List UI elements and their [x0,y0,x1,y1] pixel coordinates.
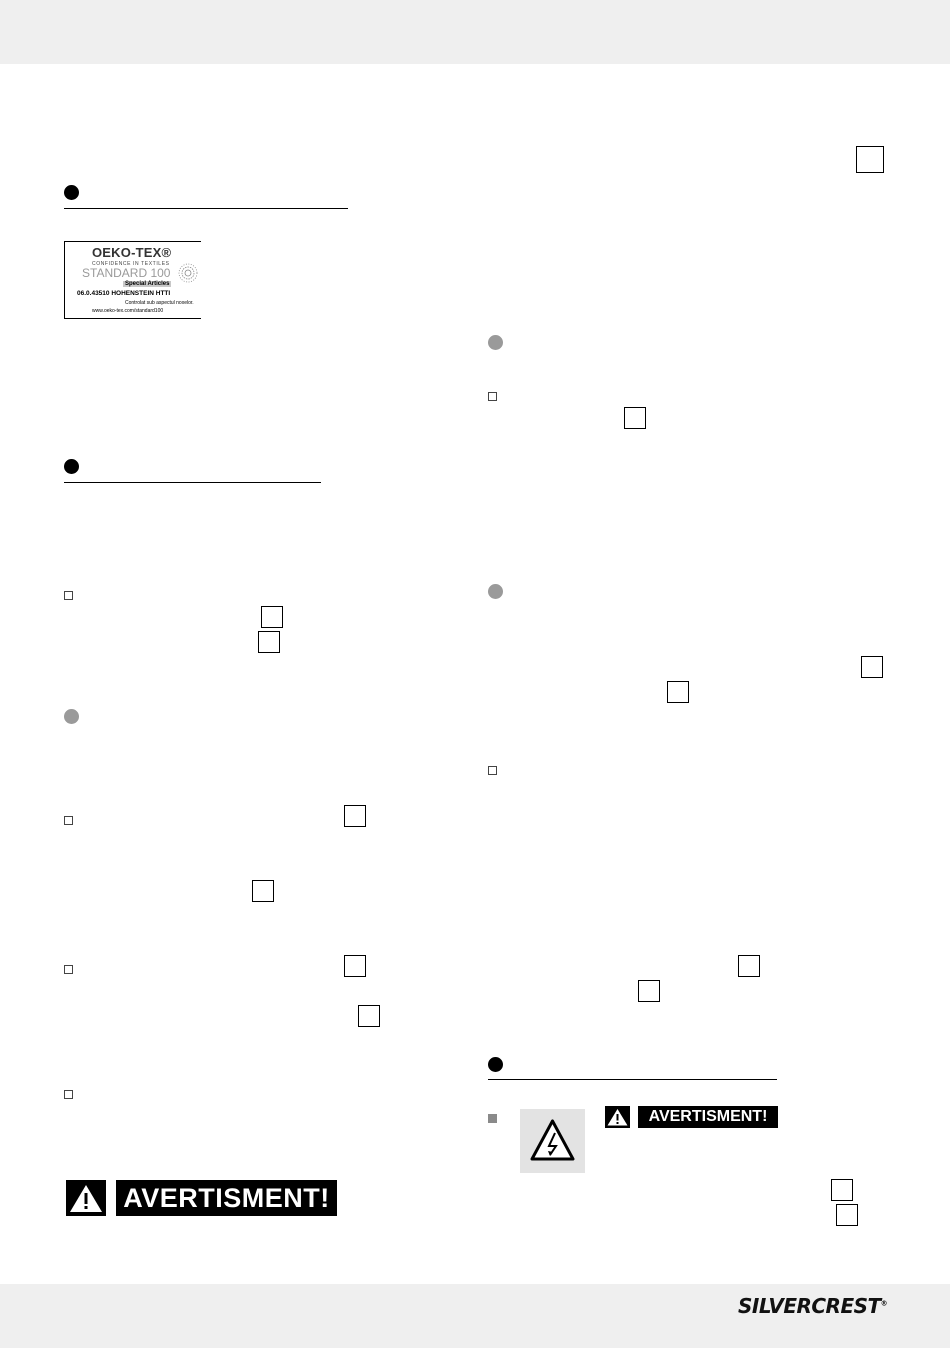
checkbox-icon [488,766,497,775]
checkbox-icon [64,816,73,825]
reference-box [624,407,646,429]
reference-box [831,1179,853,1201]
grey-bullet-icon [488,584,503,599]
filled-square-icon [488,1114,497,1123]
oeko-standard: STANDARD 100 [82,266,171,280]
registered-mark: ® [880,1299,888,1308]
warning-icon [605,1106,630,1128]
silvercrest-logo [738,1294,887,1318]
oeko-tagline: CONFIDENCE IN TEXTILES [92,261,170,267]
checkbox-icon [64,965,73,974]
checkbox-icon [64,1090,73,1099]
oeko-flower-icon [177,262,199,284]
warning-label-small: AVERTISMENT! [638,1106,778,1128]
section-bullet-icon [64,185,79,200]
section-bullet-icon [488,1057,503,1072]
electric-hazard-icon [520,1109,585,1173]
reference-box [252,880,274,902]
reference-box [344,955,366,977]
grey-bullet-icon [64,709,79,724]
reference-box [638,980,660,1002]
reference-box [836,1204,858,1226]
reference-box [738,955,760,977]
checkbox-icon [64,591,73,600]
oeko-brand: OEKO-TEX® [92,245,172,260]
warning-icon [66,1180,106,1216]
reference-box [856,146,884,173]
reference-box [344,805,366,827]
reference-box [667,681,689,703]
reference-box [258,631,280,653]
oeko-special: Special Articles [125,281,170,287]
logo-text: SILVERCREST [738,1294,881,1318]
reference-box [261,606,283,628]
warning-label-large: AVERTISMENT! [116,1180,337,1216]
oeko-code: 06.0.43510 HOHENSTEIN HTTI [77,290,171,297]
oeko-url: www.oeko-tex.com/standard100 [92,308,164,314]
oeko-control: Controlat sub aspectul noxelor. [125,300,194,306]
section-underline [488,1079,777,1080]
reference-box [358,1005,380,1027]
grey-bullet-icon [488,335,503,350]
section-bullet-icon [64,459,79,474]
oeko-tex-label [64,241,201,319]
checkbox-icon [488,392,497,401]
reference-box [861,656,883,678]
section-underline [64,482,321,483]
header-band [0,0,950,64]
section-underline [64,208,348,209]
